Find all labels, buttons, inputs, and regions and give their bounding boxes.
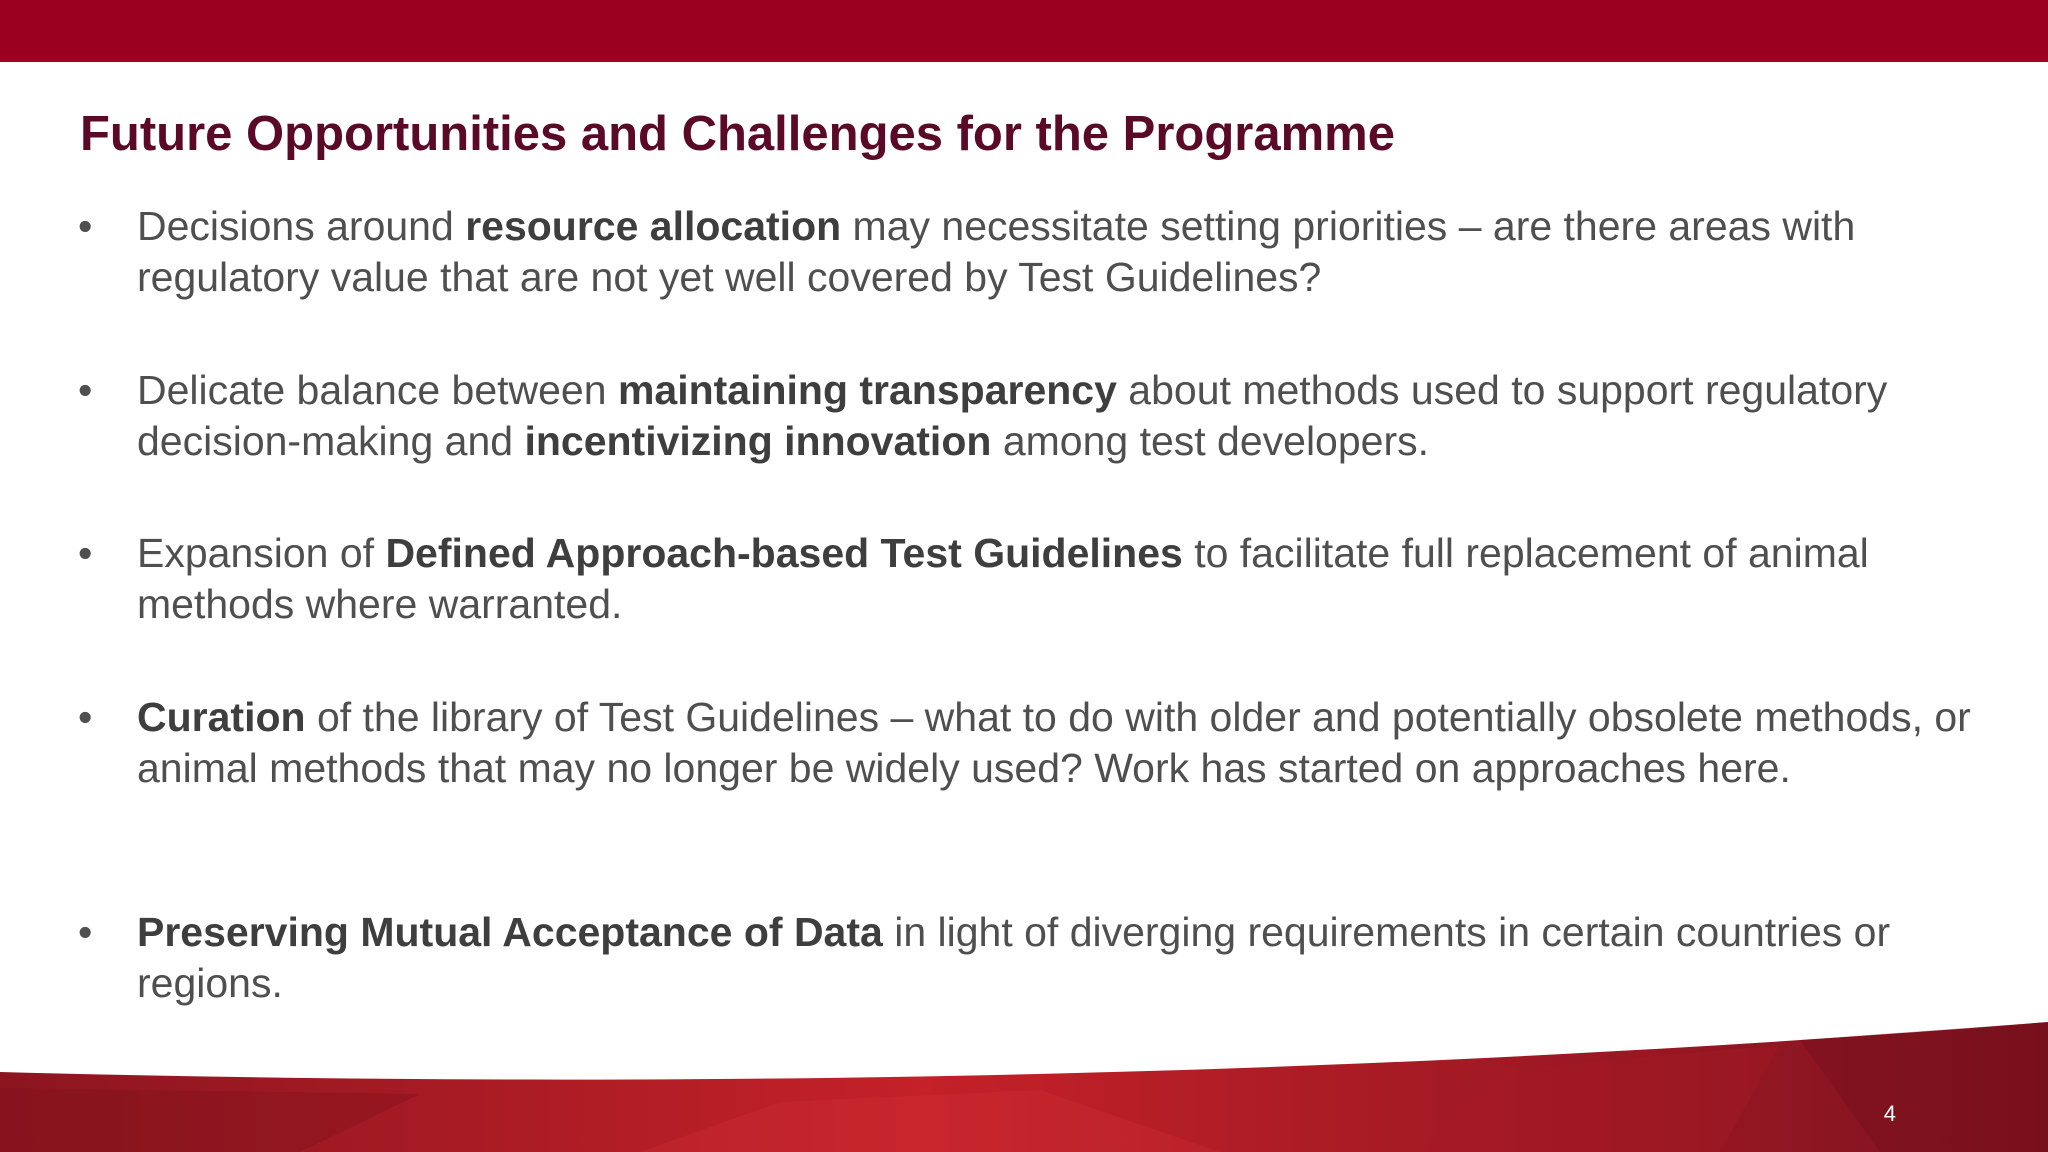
bullet-bold-text: Defined Approach-based Test Guidelines [385,530,1183,576]
page-number: 4 [1883,1101,1896,1126]
bullet-text [137,528,2007,630]
bullet-dot-icon: • [78,203,93,249]
bullet-text-part: to facilitate full replacement of animal methods where warranted. [137,530,1869,627]
bullet-text-part: may necessitate setting priorities – are there areas with regulatory value that are not yet well covered by Test Guidelines? [137,203,1856,300]
bullet-bold-text: Curation [137,694,306,740]
bullet-text [137,201,2007,303]
bullet-bold-text: resource allocation [465,203,842,249]
slide-title: Future Opportunities and Challenges for the Programme [80,107,1395,161]
bullet-text [137,692,2007,794]
bullet-text-part: among test developers. [991,418,1430,464]
bullet-dot-icon: • [78,909,93,955]
bullet-text-part: Decisions around [137,203,466,249]
bullet-text-part: Delicate balance between [137,367,618,413]
bullet-dot-icon: • [78,530,93,576]
footer-wave [0,1010,2048,1152]
bullet-text-part: of the library of Test Guidelines – what to do with older and potentially obsolete methods, or animal methods that may no longer be widely used? Work has started on approaches here. [137,694,1971,791]
bullet-bold-text: incentivizing innovation [524,418,992,464]
bullet-text [137,365,2007,467]
bullet-bold-text: maintaining transparency [617,367,1117,413]
bullet-text-part: about methods used to support regulatory decision-making and [137,367,1888,464]
bullet-text-part: Expansion of [137,530,386,576]
bullet-dot-icon: • [78,367,93,413]
bullet-text-part: in light of diverging requirements in certain countries or regions. [137,909,1891,1006]
bullet-bold-text: Preserving Mutual Acceptance of Data [137,909,883,955]
bullet-dot-icon: • [78,694,93,740]
bullet-text [137,907,2007,1009]
